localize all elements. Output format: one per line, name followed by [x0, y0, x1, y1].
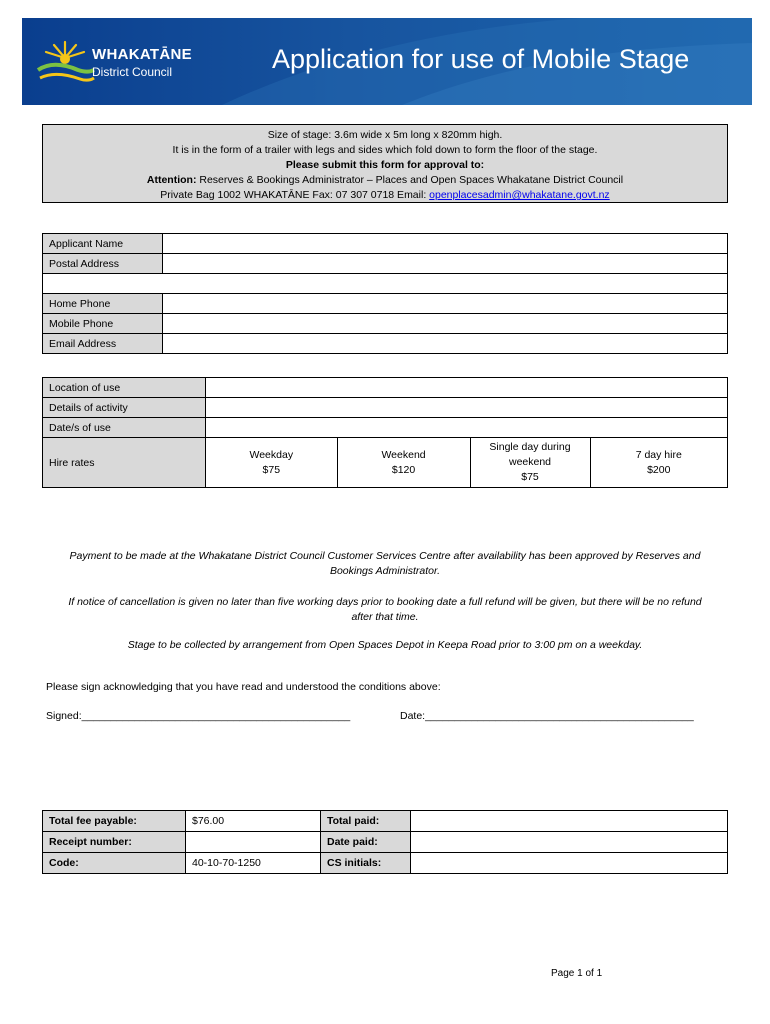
home-phone-label: Home Phone: [43, 294, 163, 314]
attention-text: Reserves & Bookings Administrator – Places and Open Spaces Whakatane District Council: [196, 174, 624, 186]
rate-name: 7 day hire: [635, 448, 682, 461]
rate-weekend: [337, 438, 470, 488]
header-banner: [22, 18, 752, 105]
date-paid-label: Date paid:: [321, 832, 411, 853]
home-phone-field[interactable]: [163, 294, 728, 314]
mobile-phone-field[interactable]: [163, 314, 728, 334]
rate-7-day: [590, 438, 728, 488]
rate-price: $120: [391, 463, 416, 476]
applicant-name-field[interactable]: [163, 234, 728, 254]
payment-note: Payment to be made at the Whakatane District Council Customer Services Centre after availability has been approved by Reserves and Bookings Administrator.: [69, 550, 701, 577]
cancellation-note: If notice of cancellation is given no later than five working days prior to booking date a full refund will be given, but there will be no refund after that time.: [68, 596, 702, 623]
office-use-table: [42, 810, 728, 874]
dates-field[interactable]: [206, 418, 728, 438]
date-paid-field[interactable]: [411, 832, 728, 853]
postal-address-field-line2[interactable]: [43, 274, 728, 294]
total-paid-label: Total paid:: [321, 811, 411, 832]
total-paid-field[interactable]: [411, 811, 728, 832]
applicant-table: [42, 233, 728, 354]
page-title: Application for use of Mobile Stage: [272, 44, 690, 74]
usage-table: [42, 377, 728, 488]
code-value: 40-10-70-1250: [186, 853, 321, 874]
address-line: [43, 188, 727, 203]
rate-price: $75: [521, 471, 539, 483]
cs-initials-field[interactable]: [411, 853, 728, 874]
postal-address-field[interactable]: [163, 254, 728, 274]
rate-single-day: [470, 438, 590, 488]
stage-description-text: It is in the form of a trailer with legs and sides which fold down to form the floor of the stage.: [172, 144, 598, 156]
page-number: Page 1 of 1: [551, 968, 603, 979]
dates-label: Date/s of use: [43, 418, 206, 438]
date-line[interactable]: Date:______________________________________________: [400, 710, 694, 722]
org-name: WHAKATĀNE: [92, 46, 192, 63]
stage-size-text: Size of stage: 3.6m wide x 5m long x 820mm high.: [267, 129, 503, 141]
stage-info-box: [42, 124, 728, 203]
receipt-number-label: Receipt number:: [43, 832, 186, 853]
rate-price: $75: [262, 463, 281, 476]
location-label: Location of use: [43, 378, 206, 398]
submit-instruction: Please submit this form for approval to:: [285, 159, 485, 171]
org-subtitle: District Council: [92, 65, 173, 79]
email-link[interactable]: openplacesadmin@whakatane.govt.nz: [429, 189, 610, 201]
email-address-label: Email Address: [43, 334, 163, 354]
applicant-name-label: Applicant Name: [43, 234, 163, 254]
location-field[interactable]: [206, 378, 728, 398]
rate-price: $200: [647, 463, 671, 476]
details-label: Details of activity: [43, 398, 206, 418]
collection-note: Stage to be collected by arrangement from Open Spaces Depot in Keepa Road prior to 3:00 pm on a weekday.: [127, 639, 643, 651]
rate-weekday: [206, 438, 338, 488]
rate-name: Weekday: [249, 448, 294, 461]
rate-name: Weekend: [381, 448, 426, 461]
attention-label: Attention:: [146, 174, 197, 186]
mobile-phone-label: Mobile Phone: [43, 314, 163, 334]
acknowledge-text: Please sign acknowledging that you have read and understood the conditions above:: [46, 681, 441, 693]
postal-address-label: Postal Address: [43, 254, 163, 274]
council-logo-icon: [34, 38, 96, 88]
details-field[interactable]: [206, 398, 728, 418]
email-address-field[interactable]: [163, 334, 728, 354]
address-text: Private Bag 1002 WHAKATĀNE Fax: 07 307 0718 Email:: [160, 189, 430, 201]
rate-name: Single day during weekend: [489, 441, 571, 468]
cs-initials-label: CS initials:: [321, 853, 411, 874]
total-fee-label: Total fee payable:: [43, 811, 186, 832]
attention-line: [43, 173, 727, 188]
receipt-number-field[interactable]: [186, 832, 321, 853]
hire-rates-label: Hire rates: [43, 438, 206, 488]
signed-line[interactable]: Signed:______________________________________________: [46, 710, 351, 722]
code-label: Code:: [43, 853, 186, 874]
total-fee-value: $76.00: [186, 811, 321, 832]
